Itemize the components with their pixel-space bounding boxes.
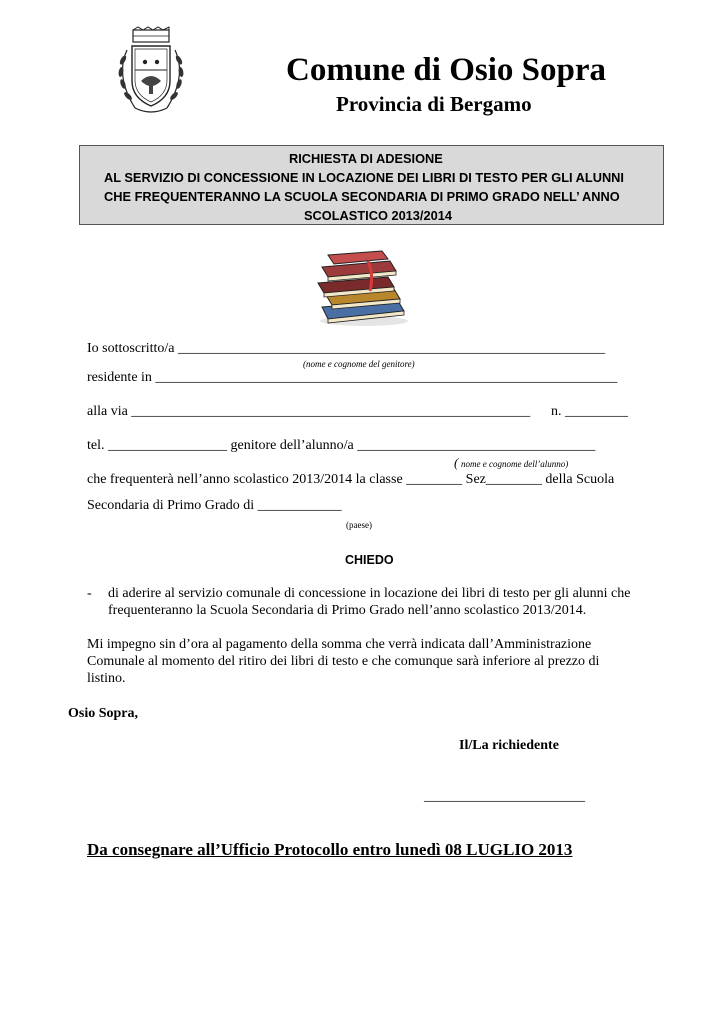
request-line-2: frequenteranno la Scuola Secondaria di Primo Grado nell’anno scolastico 2013/2014. <box>108 603 587 618</box>
signatory-label: Il/La richiedente <box>459 738 559 753</box>
banner-line-1: RICHIESTA DI ADESIONE <box>289 151 443 166</box>
civic-number-field[interactable]: n. _________ <box>551 404 628 419</box>
municipal-crest-icon <box>105 26 195 118</box>
parent-name-caption: (nome e cognome del genitore) <box>303 359 415 369</box>
student-caption-paren: ( <box>454 455 459 470</box>
commitment-line-2: Comunale al momento del ritiro dei libri di testo e che comunque sarà inferiore al prezzo di <box>87 654 600 669</box>
banner-line-3: CHE FREQUENTERANNO LA SCUOLA SECONDARIA DI PRIMO GRADO NELL’ ANNO <box>104 189 620 204</box>
tel-field[interactable]: tel. _________________ genitore dell’alunno/a __________________________________ <box>87 438 596 453</box>
province-subtitle: Provincia di Bergamo <box>336 92 532 116</box>
request-text <box>108 585 657 619</box>
residente-field[interactable]: residente in __________________________________________________________________ <box>87 370 618 385</box>
class-section-field[interactable]: che frequenterà nell’anno scolastico 2013/2014 la classe ________ Sez________ della Scuola <box>87 472 615 487</box>
student-name-caption: nome e cognome dell’alunno) <box>461 459 569 469</box>
commitment-line-1: Mi impegno sin d’ora al pagamento della somma che verrà indicata dall’Amministrazione <box>87 637 592 652</box>
commitment-paragraph <box>87 636 657 687</box>
municipality-title: Comune di Osio Sopra <box>286 52 606 88</box>
books-stack-icon <box>312 245 412 327</box>
sottoscritto-field[interactable]: Io sottoscritto/a _____________________________________________________________ <box>87 341 605 356</box>
deadline-notice: Da consegnare all’Ufficio Protocollo entro lunedì 08 LUGLIO 2013 <box>87 840 573 859</box>
signature-line[interactable]: _______________________ <box>424 789 585 804</box>
commitment-line-3: listino. <box>87 671 126 686</box>
place-label: Osio Sopra, <box>68 706 139 721</box>
request-line-1: di aderire al servizio comunale di concessione in locazione dei libri di testo per gli alunni che <box>108 586 631 601</box>
chiedo-heading: CHIEDO <box>345 553 394 567</box>
banner-line-4: SCOLASTICO 2013/2014 <box>304 208 452 223</box>
request-bullet: - <box>87 586 92 601</box>
via-field[interactable]: alla via _________________________________________________________ <box>87 404 531 419</box>
town-caption: (paese) <box>346 520 372 530</box>
request-title-banner <box>79 145 664 225</box>
banner-line-2: AL SERVIZIO DI CONCESSIONE IN LOCAZIONE DEI LIBRI DI TESTO PER GLI ALUNNI <box>104 170 624 185</box>
town-field[interactable]: Secondaria di Primo Grado di ____________ <box>87 498 342 513</box>
